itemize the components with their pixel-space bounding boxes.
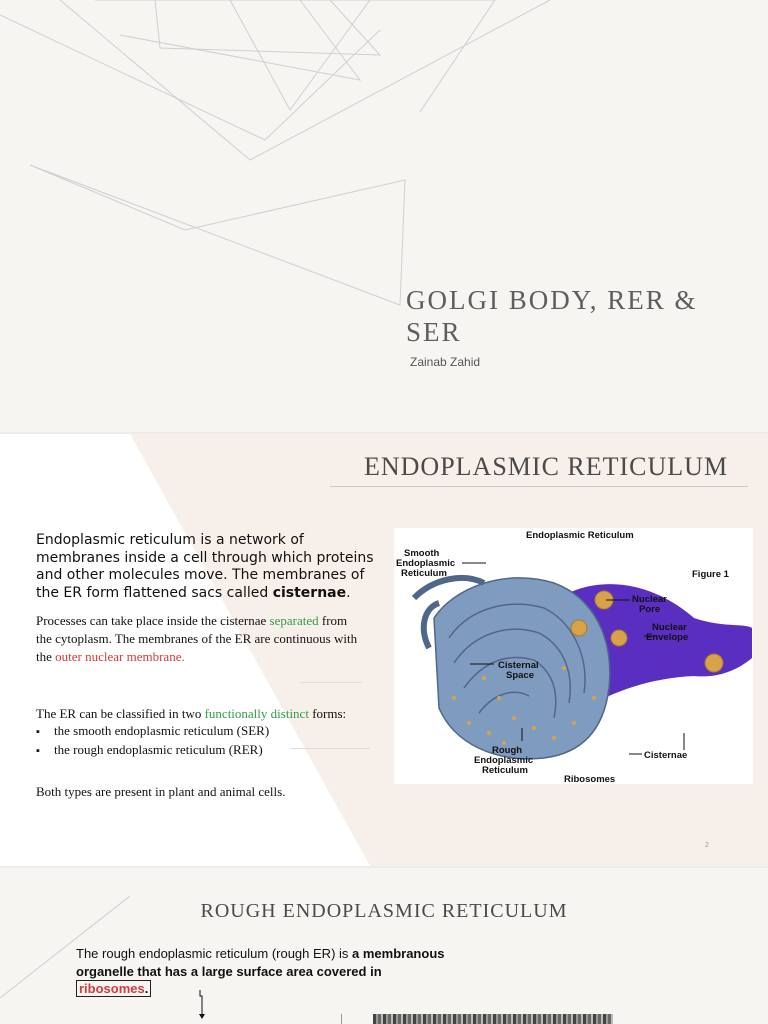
divider	[290, 748, 370, 749]
figure-number: Figure 1	[692, 569, 729, 580]
label-nuclear-envelope: Envelope	[646, 632, 689, 643]
period: .	[346, 584, 351, 601]
text: Processes can take place inside the cisternae	[36, 613, 270, 628]
divider	[300, 682, 362, 683]
text: The ER can be classified in two	[36, 706, 205, 721]
text: The rough endoplasmic reticulum (rough ER) is	[76, 946, 353, 961]
label-smooth-er: Reticulum	[401, 568, 447, 579]
rer-slide	[0, 868, 768, 1024]
highlight-functionally-distinct: functionally distinct	[204, 706, 309, 721]
label-cisternal-space: Space	[506, 670, 534, 681]
definition-text: Endoplasmic reticulum is a network of membranes inside a cell through which proteins and other molecules move. The membranes of the ER form flattened sacs called	[36, 532, 374, 601]
label-smooth-er: Smooth	[404, 548, 440, 559]
label-smooth-er: Endoplasmic	[396, 558, 456, 569]
label-rough-er: Reticulum	[482, 765, 528, 776]
bold-text: a membranous organelle that has a large surface area covered in	[76, 946, 445, 979]
list-item: ▪ the smooth endoplasmic reticulum (SER)	[36, 722, 381, 741]
label-nuclear-pore: Nuclear	[632, 594, 667, 605]
slide-title: ROUGH ENDOPLASMIC RETICULUM	[200, 900, 568, 922]
ribosomes-box	[76, 980, 151, 997]
micrograph-image	[373, 1014, 613, 1024]
list-item: ▪ the rough endoplasmic reticulum (RER)	[36, 741, 381, 760]
rer-definition	[76, 945, 446, 998]
label-rough-er: Endoplasmic	[474, 755, 534, 766]
both-types-note: Both types are present in plant and animal cells.	[36, 784, 286, 799]
label-rough-er: Rough	[492, 745, 523, 756]
label-cisternal-space: Cisternal	[498, 660, 539, 671]
divider	[341, 1014, 342, 1024]
text: from the cytoplasm. The membranes of the ER are continuous with the	[36, 613, 358, 664]
processes-paragraph	[36, 612, 366, 666]
label-ribosomes: Ribosomes	[564, 774, 616, 784]
highlight-separated: separated	[269, 613, 319, 628]
ribosomes-term: ribosomes	[79, 981, 145, 996]
text: forms:	[308, 706, 347, 721]
author-name: Zainab Zahid	[410, 355, 481, 369]
slide-title: ENDOPLASMIC RETICULUM	[364, 452, 729, 481]
label-nuclear-pore: Pore	[639, 604, 661, 615]
er-types-list	[36, 722, 381, 760]
title-divider	[330, 486, 748, 487]
presentation-title: GOLGI BODY, RER & SER	[406, 285, 698, 347]
decorative-lines	[0, 0, 768, 432]
figure-title: Endoplasmic Reticulum	[526, 530, 634, 541]
classification-paragraph	[36, 705, 381, 760]
period: .	[144, 981, 149, 996]
label-cisternae: Cisternae	[644, 750, 688, 761]
label-nuclear-envelope: Nuclear	[652, 622, 687, 633]
page-number: 2	[705, 842, 709, 849]
cisternae-term: cisternae	[272, 584, 347, 601]
highlight-outer-membrane: outer nuclear membrane.	[55, 649, 185, 664]
er-definition	[36, 532, 386, 602]
pointer-arrow	[196, 990, 210, 1020]
title-slide	[0, 0, 768, 432]
er-diagram	[394, 528, 753, 784]
